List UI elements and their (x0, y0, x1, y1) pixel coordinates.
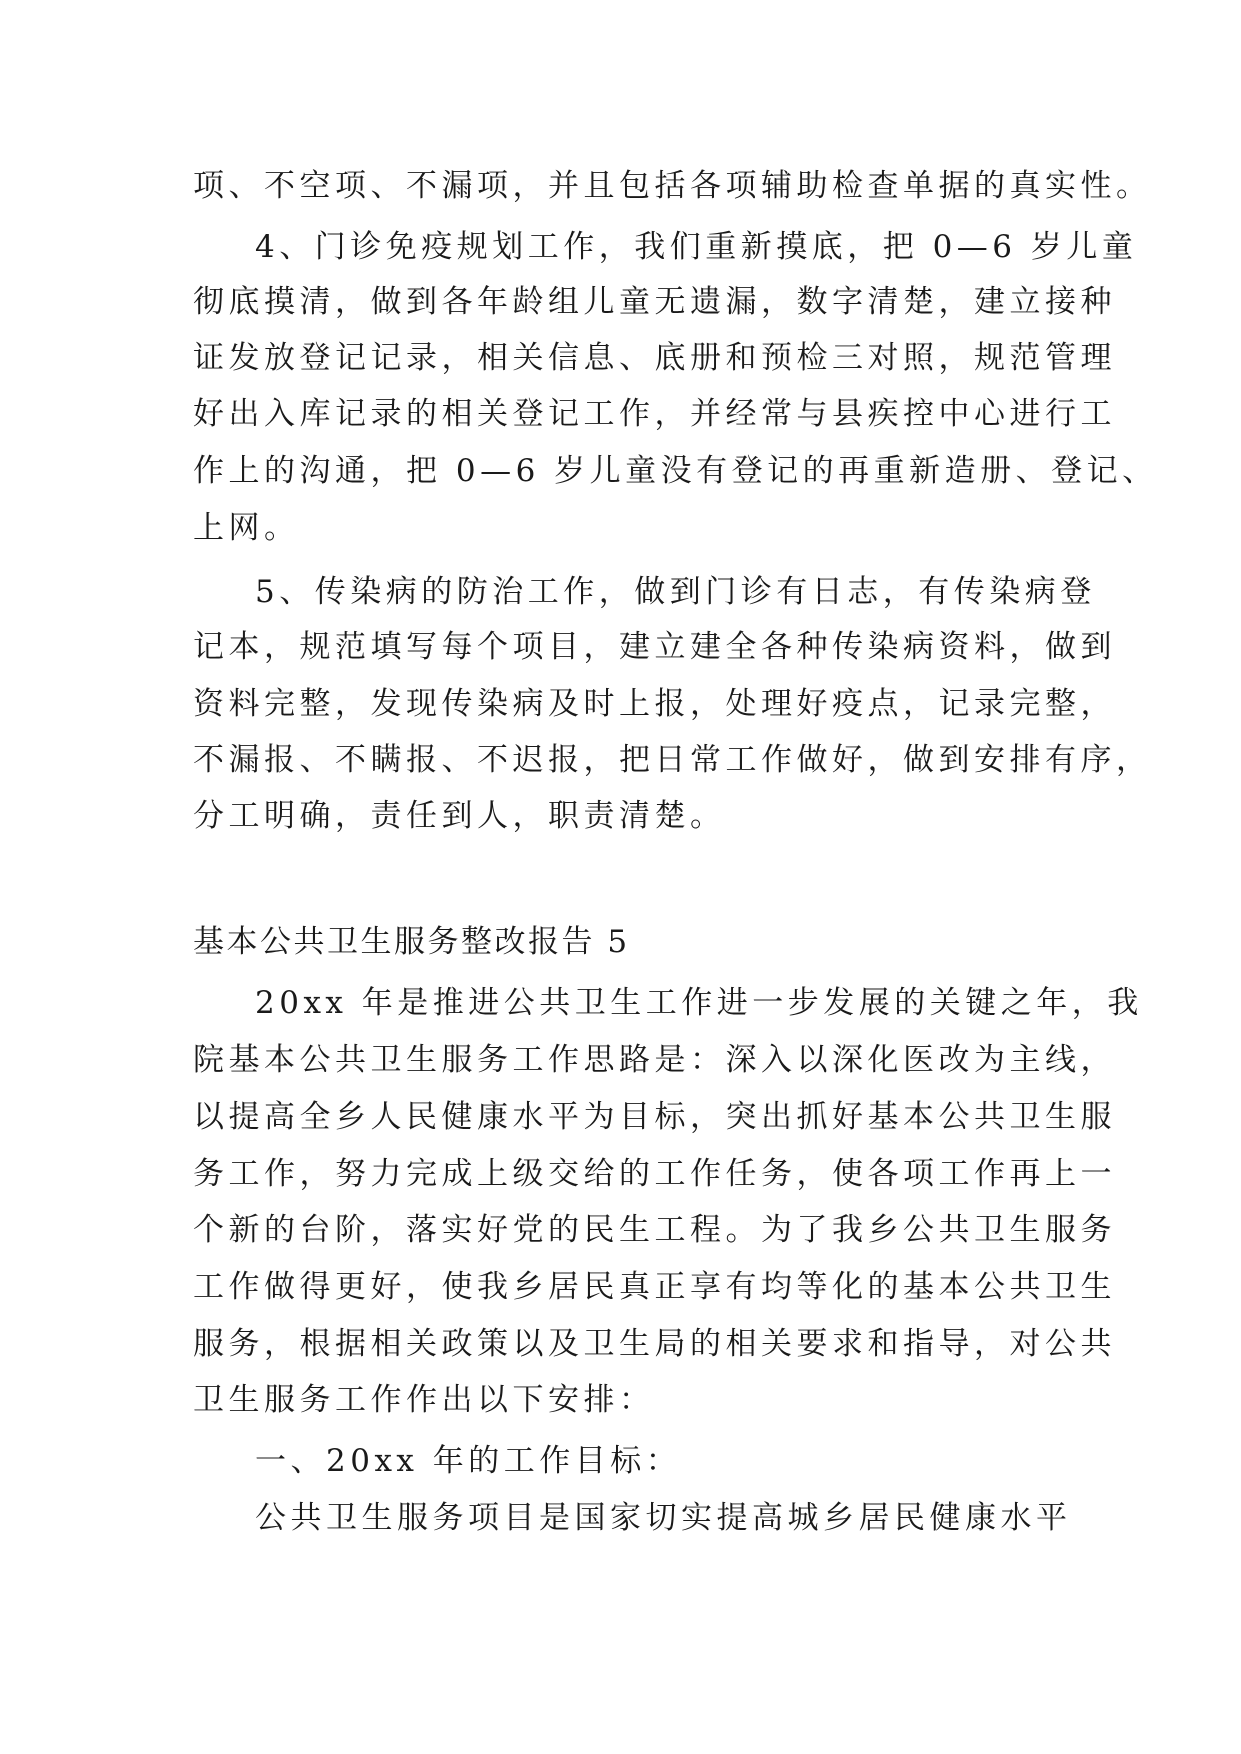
paragraph-line: 记本，规范填写每个项目，建立建全各种传染病资料，做到 (193, 629, 1116, 665)
paragraph-line: 个新的台阶，落实好党的民生工程。为了我乡公共卫生服务 (193, 1212, 1116, 1248)
paragraph-line: 上网。 (193, 510, 300, 546)
paragraph-line: 彻底摸清，做到各年龄组儿童无遗漏，数字清楚，建立接种 (193, 284, 1116, 320)
paragraph-line: 5、传染病的防治工作，做到门诊有日志，有传染病登 (255, 574, 1096, 610)
paragraph-line: 4、门诊免疫规划工作，我们重新摸底，把 0—6 岁儿童 (255, 229, 1138, 265)
paragraph-line: 分工明确，责任到人，职责清楚。 (193, 798, 726, 834)
paragraph-line: 以提高全乡人民健康水平为目标，突出抓好基本公共卫生服 (193, 1099, 1116, 1135)
section-heading: 基本公共卫生服务整改报告 5 (193, 924, 630, 960)
paragraph-line: 服务，根据相关政策以及卫生局的相关要求和指导，对公共 (193, 1326, 1116, 1362)
paragraph-line: 工作做得更好，使我乡居民真正享有均等化的基本公共卫生 (193, 1269, 1116, 1305)
paragraph-line: 作上的沟通，把 0—6 岁儿童没有登记的再重新造册、登记、 (193, 453, 1158, 489)
paragraph-line: 不漏报、不瞒报、不迟报，把日常工作做好，做到安排有序， (193, 742, 1152, 778)
paragraph-line: 好出入库记录的相关登记工作，并经常与县疾控中心进行工 (193, 396, 1116, 432)
paragraph-line: 项、不空项、不漏项，并且包括各项辅助检查单据的真实性。 (193, 168, 1152, 204)
paragraph-line: 公共卫生服务项目是国家切实提高城乡居民健康水平 (255, 1500, 1072, 1536)
paragraph-line: 一、20xx 年的工作目标： (255, 1443, 682, 1479)
paragraph-line: 20xx 年是推进公共卫生工作进一步发展的关键之年，我 (255, 985, 1143, 1021)
paragraph-line: 院基本公共卫生服务工作思路是：深入以深化医改为主线， (193, 1042, 1116, 1078)
paragraph-line: 卫生服务工作作出以下安排： (193, 1382, 655, 1418)
paragraph-line: 资料完整，发现传染病及时上报，处理好疫点，记录完整， (193, 686, 1116, 722)
paragraph-line: 务工作，努力完成上级交给的工作任务，使各项工作再上一 (193, 1156, 1116, 1192)
paragraph-line: 证发放登记记录，相关信息、底册和预检三对照，规范管理 (193, 340, 1116, 376)
